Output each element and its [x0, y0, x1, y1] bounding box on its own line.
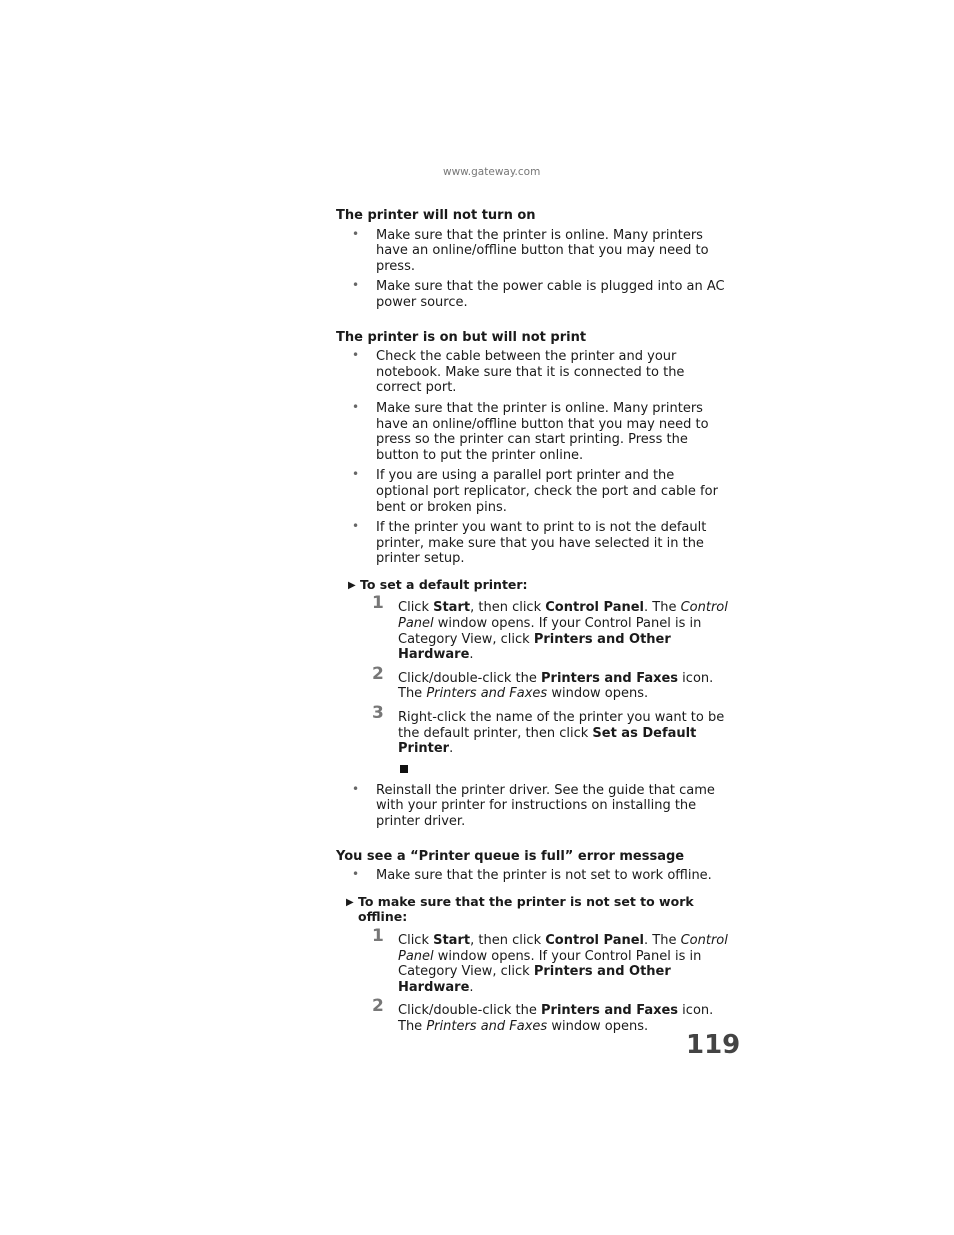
step-text: Click: [398, 932, 434, 948]
step-number: 3: [372, 703, 384, 724]
end-of-procedure-icon: [400, 765, 408, 773]
step-text: Click/double-click the: [398, 1003, 541, 1019]
step-text: , then click: [470, 932, 546, 948]
step-number: 1: [372, 593, 384, 614]
step-text: Click: [398, 600, 434, 616]
ui-term: Start: [433, 932, 471, 948]
bullet-text: If you are using a parallel port printer and the optional port replicator, check the port and cable for bent or broken pins.: [376, 468, 718, 515]
bullet-list: [336, 349, 731, 567]
step-item: [336, 663, 731, 702]
step-item: [336, 703, 731, 757]
list-item: [336, 468, 731, 515]
bullet-icon: •: [352, 467, 360, 482]
bullet-text: Check the cable between the printer and your notebook. Make sure that it is connected to the correct port.: [376, 349, 685, 396]
step-item: [336, 996, 731, 1034]
bullet-list: [336, 228, 731, 311]
bullet-icon: •: [352, 867, 360, 882]
bullet-icon: •: [352, 226, 360, 241]
step-text: icon. The: [398, 670, 714, 702]
list-item: [336, 520, 731, 567]
step-text: .: [469, 979, 474, 995]
bullet-icon: •: [352, 519, 360, 534]
step-text: Click/double-click the: [398, 670, 541, 686]
step-number: 2: [372, 663, 384, 684]
ui-term: Control Panel: [545, 932, 644, 948]
ui-term: Printers and Other Hardware: [398, 964, 671, 995]
header-url: www.gateway.com: [443, 166, 541, 178]
procedure-title: [348, 576, 731, 593]
step-number: 2: [372, 996, 384, 1017]
bullet-text: Make sure that the power cable is plugged into an AC power source.: [376, 279, 725, 310]
bullet-text: Make sure that the printer is not set to work offline.: [376, 868, 712, 884]
step-item: [336, 925, 731, 995]
step-text: . The: [644, 600, 681, 616]
bullet-text: If the printer you want to print to is not the default printer, make sure that you have selected it in the printer setup.: [376, 520, 707, 567]
ui-term: Printers and Other Hardware: [398, 631, 671, 663]
bullet-text: Reinstall the printer driver. See the guide that came with your printer for instructions on installing the printer driver.: [376, 782, 715, 829]
window-name: Control Panel: [398, 932, 728, 964]
step-text: .: [469, 647, 474, 663]
procedure-title: [346, 893, 731, 925]
step-text: window opens.: [547, 686, 649, 702]
section-heading: The printer is on but will not print: [336, 329, 587, 345]
step-text: window opens. If your Control Panel is in Category View, click: [398, 948, 702, 980]
step-list: [336, 925, 731, 1035]
bullet-list: [336, 868, 731, 884]
window-name: Printers and Faxes: [426, 686, 548, 702]
section-heading: You see a “Printer queue is full” error message: [336, 848, 685, 864]
step-text: window opens. If your Control Panel is in Category View, click: [398, 616, 702, 647]
step-text: icon. The: [398, 1003, 714, 1034]
step-text: , then click: [470, 600, 546, 616]
window-name: Control Panel: [398, 600, 728, 632]
step-number: 1: [372, 925, 384, 946]
ui-term: Printers and Faxes: [541, 1003, 679, 1019]
bullet-text: Make sure that the printer is online. Many printers have an online/offline button that you may need to press.: [376, 227, 709, 274]
step-item: [336, 593, 731, 663]
list-item: [336, 401, 731, 463]
step-text: window opens.: [547, 1018, 649, 1034]
bullet-icon: •: [352, 348, 360, 363]
bullet-text: Make sure that the printer is online. Many printers have an online/offline button that you may need to press so the printer can start printing. Press the button to put the printer online.: [376, 400, 709, 463]
procedure-title-text: To set a default printer:: [360, 576, 528, 592]
page-content: [336, 208, 731, 1043]
ui-term: Control Panel: [545, 600, 644, 616]
bullet-icon: •: [352, 278, 360, 293]
triangle-right-icon: ▶: [348, 579, 356, 591]
step-text: Right-click the name of the printer you want to be the default printer, then click: [398, 710, 725, 741]
step-text: . The: [644, 932, 681, 948]
bullet-list: [336, 783, 731, 830]
triangle-right-icon: ▶: [346, 896, 354, 908]
ui-term: Printers and Faxes: [541, 670, 679, 686]
section-heading: The printer will not turn on: [336, 208, 536, 223]
procedure-title-text: To make sure that the printer is not set to work offline:: [358, 893, 694, 925]
list-item: [336, 783, 731, 830]
list-item: [336, 279, 731, 310]
list-item: [336, 228, 731, 275]
list-item: [336, 868, 731, 884]
list-item: [336, 349, 731, 396]
bullet-icon: •: [352, 781, 360, 796]
step-list: [336, 593, 731, 757]
step-text: .: [449, 741, 454, 757]
bullet-icon: •: [352, 399, 360, 414]
ui-term: Start: [433, 600, 471, 616]
ui-term: Set as Default Printer: [398, 725, 697, 757]
page-number: 119: [686, 1030, 741, 1060]
window-name: Printers and Faxes: [426, 1018, 548, 1034]
